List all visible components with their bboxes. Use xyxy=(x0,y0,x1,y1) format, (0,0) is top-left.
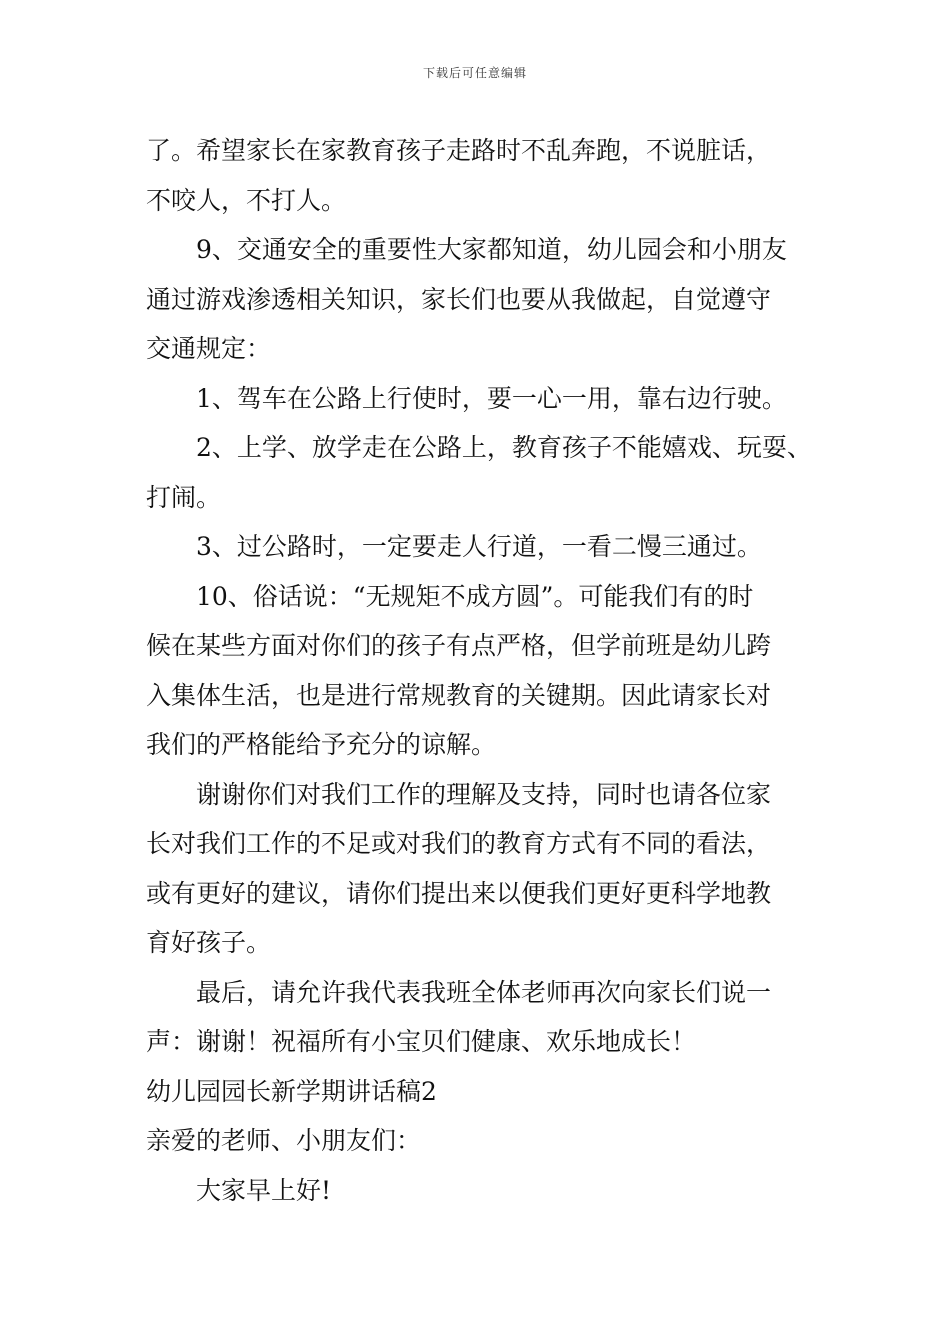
page-header: 下载后可任意编辑 xyxy=(422,66,527,80)
text-line: 3、过公路时，一定要走人行道，一看二慢三通过。 xyxy=(196,532,762,561)
section-title: 幼儿园园长新学期讲话稿2 xyxy=(146,1076,437,1106)
text-line: 了。希望家长在家教育孩子走路时不乱奔跑，不说脏话， xyxy=(146,136,772,165)
text-line: 不咬人，不打人。 xyxy=(146,185,347,215)
text-line: 入集体生活，也是进行常规教育的关键期。因此请家长对 xyxy=(146,680,772,710)
text-line: 1、驾车在公路上行使时，要一心一用，靠右边行驶。 xyxy=(196,383,787,413)
text-line: 育好孩子。 xyxy=(146,928,272,957)
text-line: 通过游戏渗透相关知识，家长们也要从我做起，自觉遵守 xyxy=(146,284,772,314)
salutation: 亲爱的老师、小朋友们： xyxy=(146,1126,422,1155)
text-line: 交通规定： xyxy=(146,334,272,363)
text-line: 打闹。 xyxy=(146,482,222,512)
text-line: 候在某些方面对你们的孩子有点严格，但学前班是幼儿跨 xyxy=(146,631,772,660)
text-line: 2、上学、放学走在公路上，教育孩子不能嬉戏、玩耍、 xyxy=(196,433,812,462)
text-line: 10、俗话说：“无规矩不成方圆”。可能我们有的时 xyxy=(196,581,754,611)
text-line: 谢谢你们对我们工作的理解及支持，同时也请各位家 xyxy=(196,779,772,809)
text-line: 我们的严格能给予充分的谅解。 xyxy=(146,730,497,759)
text-line: 或有更好的建议，请你们提出来以便我们更好更科学地教 xyxy=(146,878,772,908)
greeting: 大家早上好! xyxy=(196,1175,332,1205)
text-line: 长对我们工作的不足或对我们的教育方式有不同的看法， xyxy=(146,829,772,858)
text-line: 9、交通安全的重要性大家都知道，幼儿园会和小朋友 xyxy=(196,235,787,264)
document-body xyxy=(146,126,836,1215)
text-line: 声：谢谢！祝福所有小宝贝们健康、欢乐地成长！ xyxy=(146,1027,697,1056)
text-line: 最后，请允许我代表我班全体老师再次向家长们说一 xyxy=(196,977,772,1007)
